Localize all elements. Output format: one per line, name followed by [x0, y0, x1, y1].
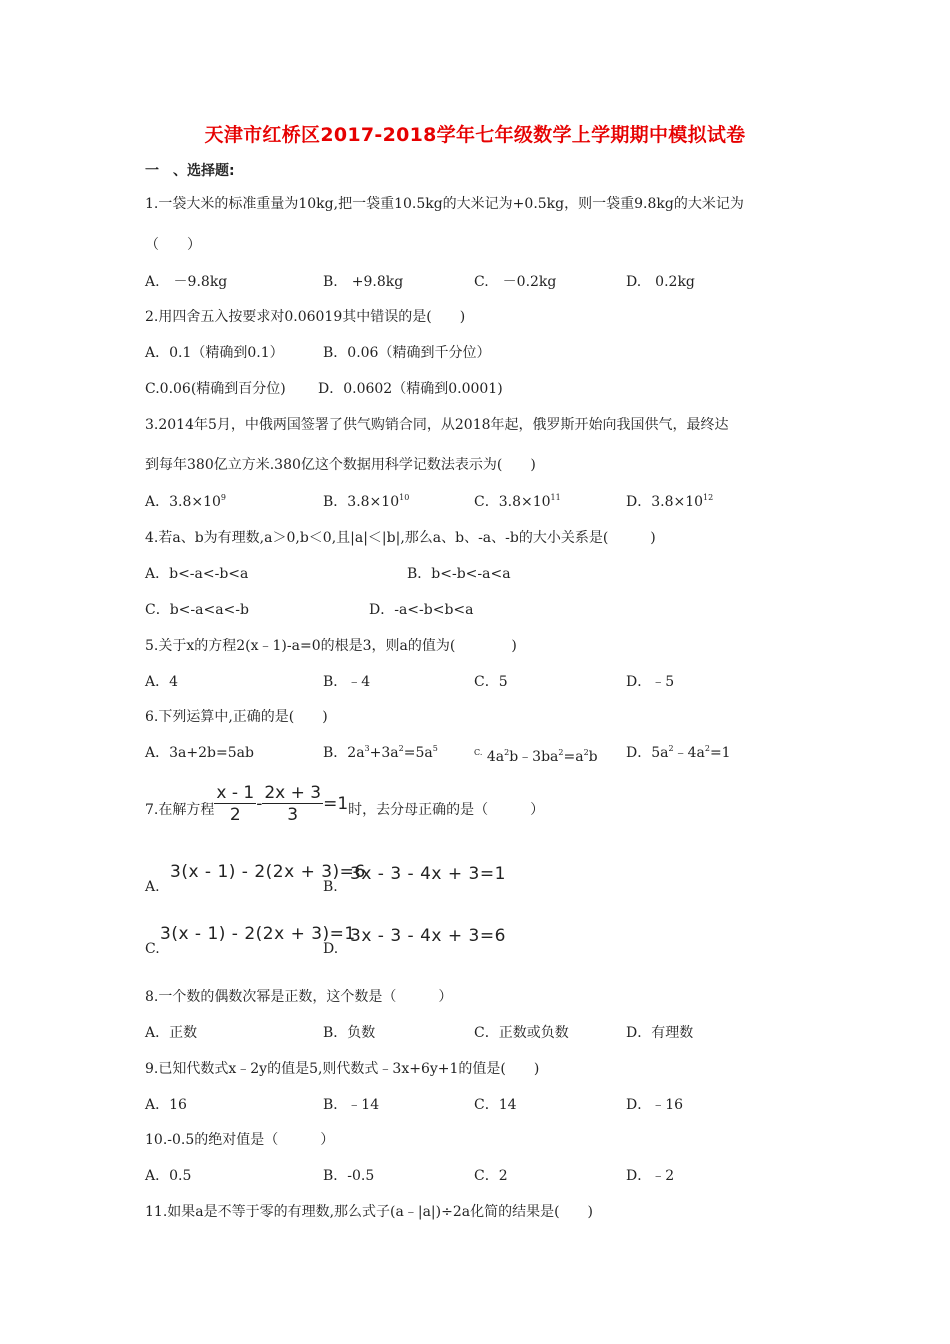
q10-option-b: B．-0.5	[323, 1168, 375, 1184]
q8-option-d: D．有理数	[626, 1025, 694, 1041]
q3-option-d: D．$3.8\times 10^{12}$	[626, 493, 714, 510]
q6-option-c: $^{C.}$ $4a^2b﹣3ba^2=a^2b$	[474, 748, 598, 765]
q7-option-c-equation: 3(x - 1) - 2(2x + 3)=1	[160, 924, 356, 944]
q2-option-c: C.0.06(精确到百分位)	[145, 381, 286, 397]
section-heading: 一 、选择题:	[145, 163, 235, 179]
exam-title: 天津市红桥区2017-2018学年七年级数学上学期期中模拟试卷	[204, 124, 746, 146]
fraction-2: $\frac{2x + 3}{3}$	[264, 782, 322, 825]
question-3-text: 3.2014年5月，中俄两国签署了供气购销合同，从2018年起，俄罗斯开始向我国供气，最终达	[145, 417, 729, 433]
q5-option-a: A．4	[145, 674, 179, 690]
question-11-text: 11.如果a是不等于零的有理数,那么式子(a﹣|a|)÷2a化简的结果是( )	[145, 1204, 594, 1220]
question-9-text: 9.已知代数式x﹣2y的值是5,则代数式﹣3x+6y+1的值是( )	[145, 1061, 540, 1077]
q10-option-c: C．2	[474, 1168, 508, 1184]
question-1-text: 1.一袋大米的标准重量为10kg,把一袋重10.5kg的大米记为+0.5kg，则一袋重9.8kg的大米记为	[145, 196, 744, 212]
q10-option-a: A．0.5	[145, 1168, 192, 1184]
q4-option-c: C．b<-a<a<-b	[145, 602, 249, 618]
q8-option-b: B．负数	[323, 1025, 376, 1041]
q1-option-b: B. +9.8kg	[323, 274, 404, 290]
q7-option-d-equation: 3x - 3 - 4x + 3=6	[350, 926, 506, 946]
q1-option-d: D. 0.2kg	[626, 274, 695, 290]
q4-option-d: D．-a<-b<b<a	[369, 602, 474, 618]
q4-option-b: B．b<-b<-a<a	[407, 566, 511, 582]
q6-option-b: B．$2a^3+3a^2=5a^5$	[323, 744, 438, 761]
q10-option-d: D．﹣2	[626, 1168, 675, 1184]
question-1-blank: （ ）	[145, 237, 201, 253]
q2-option-b: B．0.06（精确到千分位）	[323, 345, 491, 361]
q5-option-d: D．﹣5	[626, 674, 675, 690]
q5-option-c: C．5	[474, 674, 508, 690]
q7-option-a-equation: 3(x - 1) - 2(2x + 3)=6	[170, 862, 366, 882]
q9-option-a: A．16	[145, 1097, 187, 1113]
q6-option-d: D．$5a^2﹣4a^2=1$	[626, 744, 731, 761]
question-7-text: 7.在解方程 $\frac{x - 1}{2}$ - $\frac{2x + 3}{3}$ =1时，去分母正确的是（ ）	[145, 782, 545, 825]
q8-option-a: A．正数	[145, 1025, 198, 1041]
question-5-text: 5.关于x的方程2(x﹣1)-a=0的根是3，则a的值为( )	[145, 638, 517, 654]
q3-option-b: B．$3.8\times 10^{10}$	[323, 493, 410, 510]
fraction-1: $\frac{x - 1}{2}$	[216, 782, 255, 825]
q7-option-d-label: D.	[323, 941, 339, 957]
question-2-text: 2.用四舍五入按要求对0.06019其中错误的是( )	[145, 309, 466, 325]
q7-option-b-equation: 3x - 3 - 4x + 3=1	[350, 864, 506, 884]
q7-option-b-label: B.	[323, 879, 338, 895]
q3-option-a: A．$3.8\times 10^9$	[145, 493, 227, 510]
q6-option-a: A．3a+2b=5ab	[145, 745, 254, 761]
q5-option-b: B．﹣4	[323, 674, 371, 690]
q8-option-c: C．正数或负数	[474, 1025, 569, 1041]
q3-option-c: C．$3.8\times 10^{11}$	[474, 493, 561, 510]
q1-option-a: A. －9.8kg	[145, 274, 228, 290]
q1-option-c: C. －0.2kg	[474, 274, 557, 290]
q2-option-d: D．0.0602（精确到0.0001)	[318, 381, 503, 397]
q9-option-c: C．14	[474, 1097, 517, 1113]
question-6-text: 6.下列运算中,正确的是( )	[145, 709, 328, 725]
question-3-text-cont: 到每年380亿立方米.380亿这个数据用科学记数法表示为( )	[145, 457, 536, 473]
q9-option-d: D．﹣16	[626, 1097, 684, 1113]
q7-option-a-label: A.	[145, 879, 160, 895]
question-10-text: 10.-0.5的绝对值是（ ）	[145, 1132, 335, 1148]
q2-option-a: A．0.1（精确到0.1）	[145, 345, 284, 361]
question-8-text: 8.一个数的偶数次幂是正数，这个数是（ ）	[145, 989, 453, 1005]
q9-option-b: B．﹣14	[323, 1097, 380, 1113]
question-4-text: 4.若a、b为有理数,a＞0,b＜0,且|a|＜|b|,那么a、b、-a、-b的大小关系是( )	[145, 530, 656, 546]
q4-option-a: A．b<-a<-b<a	[145, 566, 249, 582]
q7-option-c-label: C.	[145, 941, 160, 957]
